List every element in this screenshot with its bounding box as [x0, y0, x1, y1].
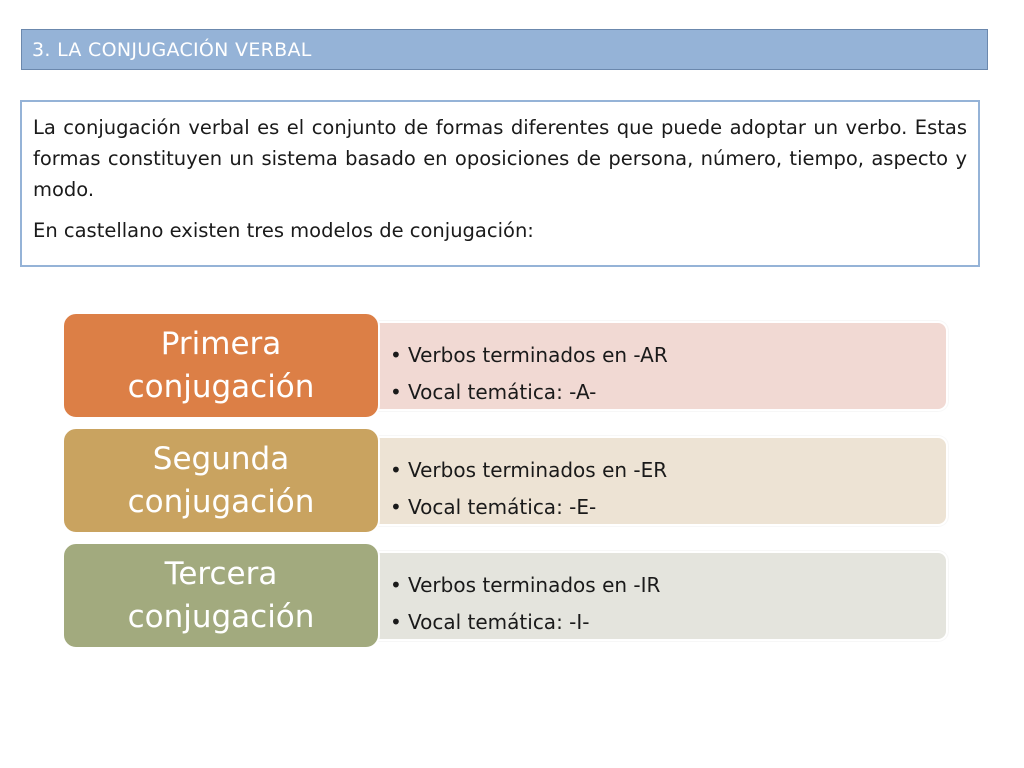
intro-text-box: [20, 100, 980, 267]
bullet-text: Vocal temática: -E-: [408, 495, 597, 519]
conjugation-label: Segunda conjugación: [127, 440, 315, 520]
bullet-item: [390, 489, 667, 526]
bullet-text: Vocal temática: -I-: [408, 610, 590, 634]
conjugation-label-box: [62, 312, 380, 419]
conjugation-details-box: [358, 321, 948, 411]
bullet-text: Vocal temática: -A-: [408, 380, 597, 404]
section-title: 3. LA CONJUGACIÓN VERBAL: [32, 38, 312, 61]
bullet-item: [390, 337, 668, 374]
intro-paragraph-models: En castellano existen tres modelos de conjugación:: [33, 219, 534, 242]
bullet-item: [390, 452, 667, 489]
conjugation-bullet-list: [390, 452, 667, 526]
bullet-item: [390, 374, 668, 411]
conjugation-label: Primera conjugación: [127, 325, 315, 405]
intro-paragraph-definition: La conjugación verbal es el conjunto de formas diferentes que puede adoptar un verbo. Estas formas constituyen un sistema basado en oposiciones de persona, número, tiempo, aspecto y modo.: [33, 116, 967, 201]
bullet-icon: •: [390, 573, 402, 597]
bullet-text: Verbos terminados en -AR: [408, 343, 668, 367]
conjugation-row-third: [62, 542, 950, 649]
conjugation-bullet-list: [390, 567, 660, 641]
conjugation-label: Tercera conjugación: [127, 555, 315, 635]
bullet-icon: •: [390, 495, 402, 519]
conjugation-label-box: [62, 427, 380, 534]
conjugation-details-box: [358, 551, 948, 641]
bullet-text: Verbos terminados en -IR: [408, 573, 661, 597]
bullet-item: [390, 567, 660, 604]
bullet-item: [390, 604, 660, 641]
bullet-icon: •: [390, 343, 402, 367]
bullet-icon: •: [390, 458, 402, 482]
bullet-icon: •: [390, 380, 402, 404]
conjugation-details-box: [358, 436, 948, 526]
conjugation-row-first: [62, 312, 950, 419]
bullet-icon: •: [390, 610, 402, 634]
bullet-text: Verbos terminados en -ER: [408, 458, 668, 482]
conjugation-row-second: [62, 427, 950, 534]
section-title-bar: [21, 29, 988, 70]
conjugation-label-box: [62, 542, 380, 649]
conjugation-bullet-list: [390, 337, 668, 411]
